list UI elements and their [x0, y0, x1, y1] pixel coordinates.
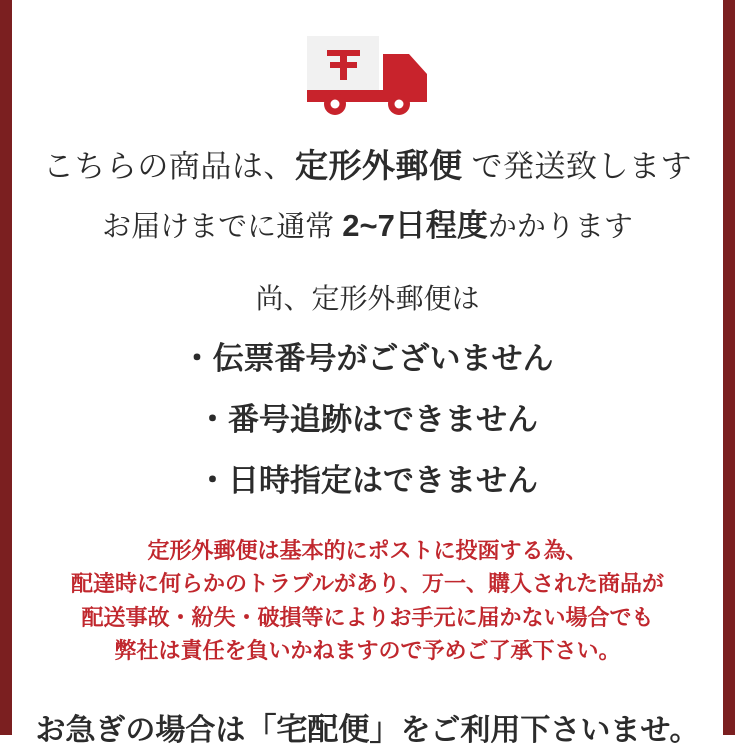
subheadline-part2: かかります	[487, 211, 633, 243]
subheadline	[102, 200, 633, 245]
warning-line-3: 配送事故・紛失・破損等によりお手元に届かない場合でも	[81, 604, 654, 630]
notice-lead: 尚、定形外郵便は	[255, 283, 480, 314]
headline-part2: で発送致します	[462, 149, 693, 184]
warning-block	[71, 534, 664, 668]
bullet-item-2: ・番号追跡はできません	[197, 402, 538, 437]
final-part2: をご利用下さいませ。	[400, 713, 700, 747]
bullet-item-3: ・日時指定はできません	[197, 463, 538, 498]
bullet-item-1: ・伝票番号がございません	[181, 341, 554, 376]
warning-line-2: 配達時に何らかのトラブルがあり、万一、購入された商品が	[70, 571, 665, 597]
right-edge-bar	[723, 0, 735, 735]
subheadline-part1: お届けまでに通常	[102, 211, 343, 243]
headline-emphasis: 定形外郵便	[294, 147, 463, 184]
subheadline-emphasis: 2~7日程度	[342, 208, 488, 243]
delivery-truck-icon	[293, 28, 443, 118]
warning-line-4: 弊社は責任を負いかねますので予めご了承下さい。	[114, 638, 621, 664]
final-part1: お急ぎの場合は	[35, 713, 246, 747]
final-emphasis: 「宅配便」	[245, 711, 401, 747]
left-edge-bar	[0, 0, 12, 735]
headline	[43, 140, 692, 187]
headline-part1: こちらの商品は、	[42, 149, 295, 184]
notice-content	[12, 0, 723, 747]
final-line	[35, 704, 699, 749]
warning-line-1: 定形外郵便は基本的にポストに投函する為、	[147, 538, 588, 563]
